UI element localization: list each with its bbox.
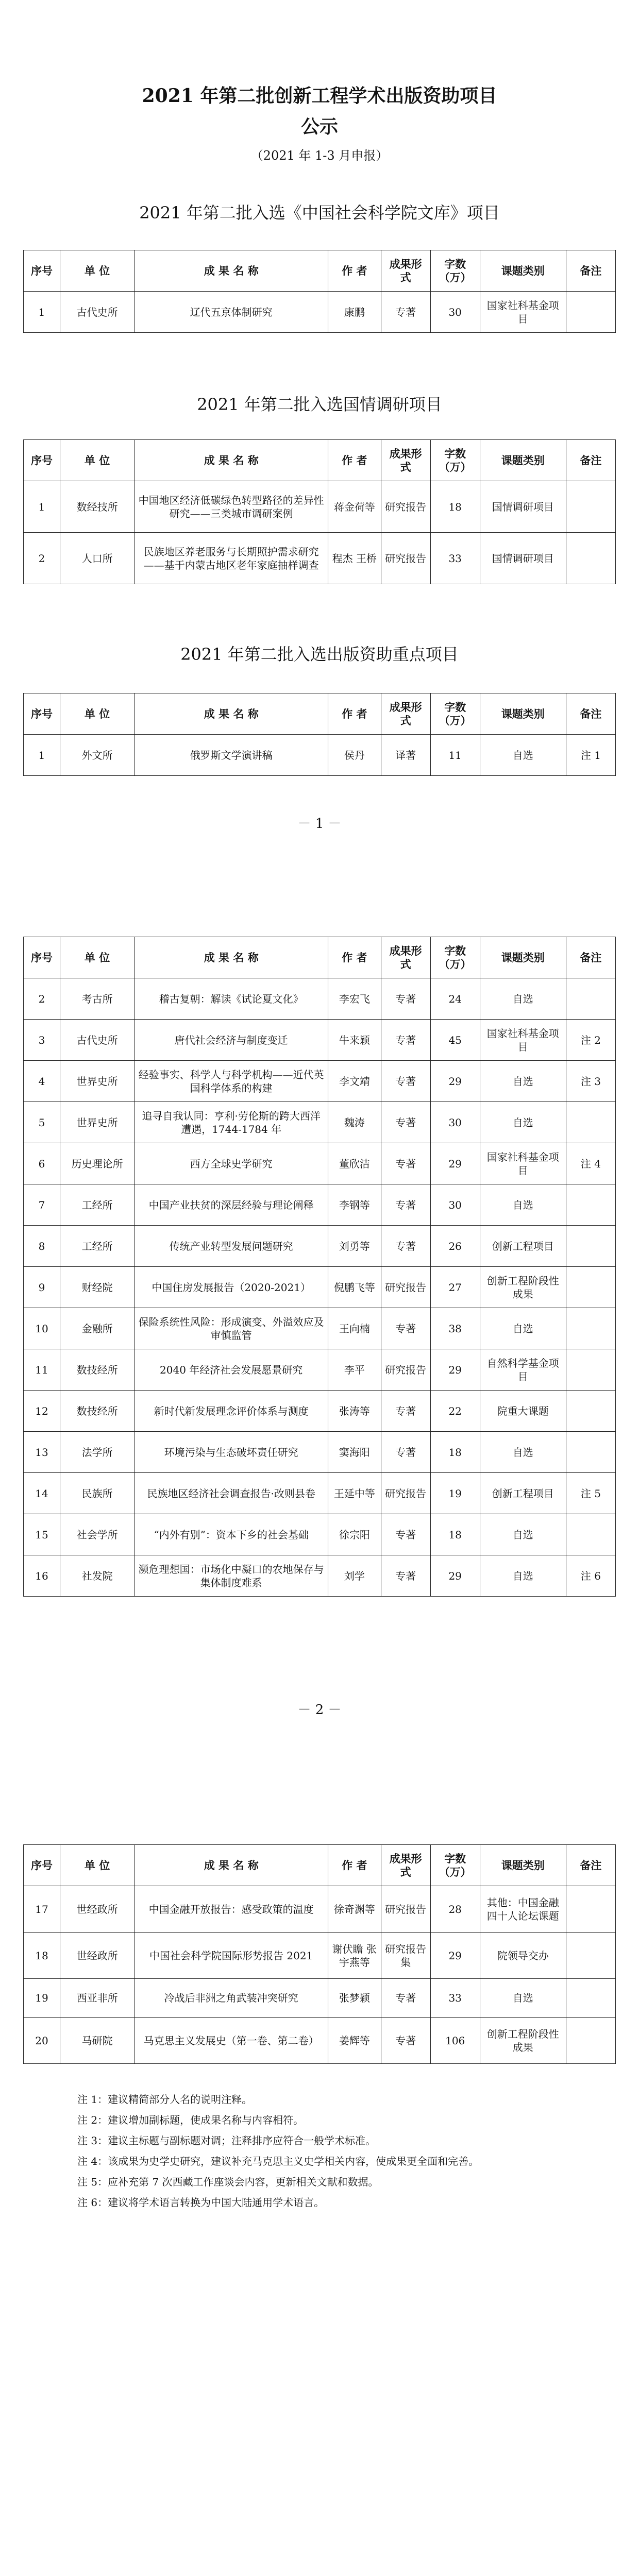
wenku-table xyxy=(23,250,616,333)
table-cell: 康鹏 xyxy=(328,292,381,333)
table-cell: 18 xyxy=(430,481,480,533)
table-cell: 金融所 xyxy=(60,1308,134,1349)
table-cell: 专著 xyxy=(381,1061,430,1102)
table-cell: 传统产业转型发展问题研究 xyxy=(134,1226,328,1267)
table-cell: 窦海阳 xyxy=(328,1432,381,1473)
table-cell: 马研院 xyxy=(60,2018,134,2064)
table-cell: 王向楠 xyxy=(328,1308,381,1349)
table-cell: 民族地区经济社会调查报告·改则县卷 xyxy=(134,1473,328,1514)
table-cell: 唐代社会经济与制度变迁 xyxy=(134,1020,328,1061)
note-item: 注 5：应补充第 7 次西藏工作座谈会内容，更新相关文献和数据。 xyxy=(77,2176,379,2188)
zhongdian-table-continued xyxy=(23,937,616,1597)
table-cell: 追寻自我认同：亨利·劳伦斯的跨大西洋遭遇，1744-1784 年 xyxy=(134,1102,328,1143)
column-header: 字数（万） xyxy=(430,440,480,481)
table-cell: 国情调研项目 xyxy=(480,481,566,533)
table-row xyxy=(24,292,616,333)
table-cell: 专著 xyxy=(381,1226,430,1267)
table-cell: 18 xyxy=(24,1933,60,1979)
table-cell xyxy=(566,1933,615,1979)
table-cell: 工经所 xyxy=(60,1226,134,1267)
table-cell: 考古所 xyxy=(60,978,134,1020)
column-header: 备注 xyxy=(566,250,615,292)
column-header: 字数（万） xyxy=(430,693,480,735)
column-header: 字数（万） xyxy=(430,937,480,978)
table-cell xyxy=(566,1102,615,1143)
table-cell: 29 xyxy=(430,1061,480,1102)
table-cell: 刘勇等 xyxy=(328,1226,381,1267)
table-cell xyxy=(566,292,615,333)
table-cell: 牛来颖 xyxy=(328,1020,381,1061)
table-cell: 3 xyxy=(24,1020,60,1061)
table-cell xyxy=(566,1886,615,1933)
table-row xyxy=(24,978,616,1020)
table-cell: 16 xyxy=(24,1555,60,1597)
table-cell: “内外有别”：资本下乡的社会基础 xyxy=(134,1514,328,1555)
column-header: 备注 xyxy=(566,937,615,978)
table-cell: 注 3 xyxy=(566,1061,615,1102)
table-cell: 26 xyxy=(430,1226,480,1267)
table-cell: 专著 xyxy=(381,1432,430,1473)
table-cell: 院重大课题 xyxy=(480,1391,566,1432)
table-cell: 研究报告 xyxy=(381,481,430,533)
table-cell: 注 6 xyxy=(566,1555,615,1597)
table-cell: 张涛等 xyxy=(328,1391,381,1432)
table-cell: 自选 xyxy=(480,735,566,776)
table-cell: 李钢等 xyxy=(328,1184,381,1226)
column-header: 备注 xyxy=(566,440,615,481)
table-cell: 法学所 xyxy=(60,1432,134,1473)
table-cell: 专著 xyxy=(381,1184,430,1226)
table-cell: 专著 xyxy=(381,1514,430,1555)
section-title-guoqing: 2021 年第二批入选国情调研项目 xyxy=(197,395,442,414)
column-header: 序号 xyxy=(24,1845,60,1886)
table-cell: 人口所 xyxy=(60,533,134,584)
table-cell: 社会学所 xyxy=(60,1514,134,1555)
column-header: 作 者 xyxy=(328,250,381,292)
column-header: 成果形式 xyxy=(381,440,430,481)
column-header: 序号 xyxy=(24,937,60,978)
section-title-zhongdian: 2021 年第二批入选出版资助重点项目 xyxy=(180,645,459,664)
table-cell: 辽代五京体制研究 xyxy=(134,292,328,333)
table-cell: 自选 xyxy=(480,1979,566,2018)
table-row xyxy=(24,1514,616,1555)
column-header: 单 位 xyxy=(60,693,134,735)
table-cell: 程杰 王桥 xyxy=(328,533,381,584)
table-row xyxy=(24,1061,616,1102)
table-cell: 18 xyxy=(430,1514,480,1555)
table-cell: 社发院 xyxy=(60,1555,134,1597)
table-cell: 国家社科基金项目 xyxy=(480,1020,566,1061)
table-cell: 专著 xyxy=(381,1102,430,1143)
table-cell: 自然科学基金项目 xyxy=(480,1349,566,1391)
table-cell: 13 xyxy=(24,1432,60,1473)
table-cell: 稽古复朝：解读《试论夏文化》 xyxy=(134,978,328,1020)
note-item: 注 3：建议主标题与副标题对调；注释排序应符合一般学术标准。 xyxy=(77,2134,376,2147)
table-cell: 创新工程项目 xyxy=(480,1226,566,1267)
column-header: 字数（万） xyxy=(430,250,480,292)
table-cell: 古代史所 xyxy=(60,292,134,333)
table-header-row xyxy=(24,440,616,481)
table-cell: 2040 年经济社会发展愿景研究 xyxy=(134,1349,328,1391)
column-header: 成 果 名 称 xyxy=(134,250,328,292)
note-item: 注 6：建议将学术语言转换为中国大陆通用学术语言。 xyxy=(77,2196,325,2209)
column-header: 单 位 xyxy=(60,250,134,292)
table-row xyxy=(24,1102,616,1143)
table-cell: 创新工程项目 xyxy=(480,1473,566,1514)
table-cell: 专著 xyxy=(381,978,430,1020)
table-cell: 19 xyxy=(24,1979,60,2018)
table-cell: 9 xyxy=(24,1267,60,1308)
date-range-subtitle: （2021 年 1-3 月申报） xyxy=(250,148,389,163)
table-cell: 5 xyxy=(24,1102,60,1143)
table-cell: 30 xyxy=(430,1184,480,1226)
table-cell: 中国金融开放报告：感受政策的温度 xyxy=(134,1886,328,1933)
table-cell: 1 xyxy=(24,292,60,333)
table-row xyxy=(24,481,616,533)
table-cell: 专著 xyxy=(381,1308,430,1349)
table-cell: 李文靖 xyxy=(328,1061,381,1102)
table-row xyxy=(24,1267,616,1308)
table-cell: 俄罗斯文学演讲稿 xyxy=(134,735,328,776)
table-cell: 20 xyxy=(24,2018,60,2064)
table-row xyxy=(24,1308,616,1349)
table-cell: 自选 xyxy=(480,978,566,1020)
table-cell: 自选 xyxy=(480,1514,566,1555)
column-header: 作 者 xyxy=(328,440,381,481)
table-cell: 其他：中国金融四十人论坛课题 xyxy=(480,1886,566,1933)
table-cell: 11 xyxy=(24,1349,60,1391)
table-cell: 1 xyxy=(24,481,60,533)
table-cell: 冷战后非洲之角武装冲突研究 xyxy=(134,1979,328,2018)
table-cell: 29 xyxy=(430,1143,480,1184)
column-header: 课题类别 xyxy=(480,250,566,292)
column-header: 课题类别 xyxy=(480,693,566,735)
table-row xyxy=(24,533,616,584)
column-header: 成 果 名 称 xyxy=(134,693,328,735)
table-row xyxy=(24,1020,616,1061)
table-cell: 27 xyxy=(430,1267,480,1308)
table-row xyxy=(24,1473,616,1514)
table-cell: 民族地区养老服务与长期照护需求研究——基于内蒙古地区老年家庭抽样调查 xyxy=(134,533,328,584)
table-cell: 濒危理想国：市场化中凝口的农地保存与集体制度难系 xyxy=(134,1555,328,1597)
note-item: 注 4：该成果为史学史研究，建议补充马克思主义史学相关内容，使成果更全面和完善。 xyxy=(77,2155,479,2167)
table-cell: 译著 xyxy=(381,735,430,776)
table-cell: 徐宗阳 xyxy=(328,1514,381,1555)
column-header: 序号 xyxy=(24,250,60,292)
table-cell: 刘学 xyxy=(328,1555,381,1597)
column-header: 序号 xyxy=(24,440,60,481)
column-header: 课题类别 xyxy=(480,937,566,978)
column-header: 成 果 名 称 xyxy=(134,1845,328,1886)
table-cell: 外文所 xyxy=(60,735,134,776)
table-cell: 30 xyxy=(430,1102,480,1143)
table-cell: 中国地区经济低碳绿色转型路径的差异性研究——三类城市调研案例 xyxy=(134,481,328,533)
column-header: 成果形式 xyxy=(381,937,430,978)
table-cell: 院领导交办 xyxy=(480,1933,566,1979)
table-cell: 创新工程阶段性成果 xyxy=(480,2018,566,2064)
column-header: 单 位 xyxy=(60,1845,134,1886)
page-number-2: － 2 － xyxy=(297,1702,342,1718)
table-cell: 西方全球史学研究 xyxy=(134,1143,328,1184)
table-header-row xyxy=(24,1845,616,1886)
table-cell: 环境污染与生态破坏责任研究 xyxy=(134,1432,328,1473)
table-cell: 专著 xyxy=(381,1391,430,1432)
table-cell: 经验事实、科学人与科学机构——近代英国科学体系的构建 xyxy=(134,1061,328,1102)
table-cell xyxy=(566,1432,615,1473)
section-title-wenku: 2021 年第二批入选《中国社会科学院文库》项目 xyxy=(139,203,500,223)
table-cell xyxy=(566,1226,615,1267)
table-cell: 专著 xyxy=(381,1020,430,1061)
table-cell: 世经政所 xyxy=(60,1886,134,1933)
table-cell: 李宏飞 xyxy=(328,978,381,1020)
column-header: 作 者 xyxy=(328,937,381,978)
table-cell: 12 xyxy=(24,1391,60,1432)
column-header: 课题类别 xyxy=(480,440,566,481)
table-row xyxy=(24,1432,616,1473)
table-cell: 2 xyxy=(24,533,60,584)
table-cell: 注 1 xyxy=(566,735,615,776)
table-cell: 数技经所 xyxy=(60,1391,134,1432)
table-cell: 侯丹 xyxy=(328,735,381,776)
table-cell: 24 xyxy=(430,978,480,1020)
table-row xyxy=(24,1391,616,1432)
table-cell: 中国住房发展报告（2020-2021） xyxy=(134,1267,328,1308)
table-cell xyxy=(566,1184,615,1226)
table-cell: 工经所 xyxy=(60,1184,134,1226)
table-cell xyxy=(566,1349,615,1391)
column-header: 成果形式 xyxy=(381,693,430,735)
table-cell: 研究报告 xyxy=(381,1473,430,1514)
table-cell: 45 xyxy=(430,1020,480,1061)
column-header: 课题类别 xyxy=(480,1845,566,1886)
table-cell: 世经政所 xyxy=(60,1933,134,1979)
table-cell: 古代史所 xyxy=(60,1020,134,1061)
table-cell: 6 xyxy=(24,1143,60,1184)
table-cell: 8 xyxy=(24,1226,60,1267)
table-cell: 29 xyxy=(430,1933,480,1979)
table-cell: 研究报告集 xyxy=(381,1933,430,1979)
table-cell: 国家社科基金项目 xyxy=(480,1143,566,1184)
table-row xyxy=(24,1226,616,1267)
table-header-row xyxy=(24,250,616,292)
table-cell: 38 xyxy=(430,1308,480,1349)
table-cell xyxy=(566,2018,615,2064)
column-header: 作 者 xyxy=(328,693,381,735)
table-cell: 33 xyxy=(430,533,480,584)
table-cell: 王延中等 xyxy=(328,1473,381,1514)
table-cell: 注 5 xyxy=(566,1473,615,1514)
table-cell: 自选 xyxy=(480,1102,566,1143)
table-cell: 1 xyxy=(24,735,60,776)
table-cell: 研究报告 xyxy=(381,1349,430,1391)
document-title-sub: 公示 xyxy=(300,116,338,138)
table-row xyxy=(24,1979,616,2018)
table-cell: 世界史所 xyxy=(60,1061,134,1102)
table-cell: 自选 xyxy=(480,1308,566,1349)
column-header: 成 果 名 称 xyxy=(134,937,328,978)
table-cell: 数技经所 xyxy=(60,1349,134,1391)
table-cell: 注 2 xyxy=(566,1020,615,1061)
table-cell: 18 xyxy=(430,1432,480,1473)
column-header: 备注 xyxy=(566,1845,615,1886)
table-cell: 专著 xyxy=(381,1555,430,1597)
table-cell: 11 xyxy=(430,735,480,776)
table-cell: 徐奇渊等 xyxy=(328,1886,381,1933)
table-cell: 专著 xyxy=(381,1143,430,1184)
table-cell: 国情调研项目 xyxy=(480,533,566,584)
table-row xyxy=(24,1143,616,1184)
table-cell: 倪鹏飞等 xyxy=(328,1267,381,1308)
document-title: 2021 年第二批创新工程学术出版资助项目 xyxy=(142,85,497,107)
table-cell: 研究报告 xyxy=(381,1886,430,1933)
column-header: 单 位 xyxy=(60,937,134,978)
table-cell: 中国社会科学院国际形势报告 2021 xyxy=(134,1933,328,1979)
column-header: 序号 xyxy=(24,693,60,735)
table-cell: 注 4 xyxy=(566,1143,615,1184)
table-cell: 国家社科基金项目 xyxy=(480,292,566,333)
table-cell: 自选 xyxy=(480,1184,566,1226)
table-cell: 29 xyxy=(430,1349,480,1391)
zhongdian-table-continued-2 xyxy=(23,1844,616,2064)
column-header: 作 者 xyxy=(328,1845,381,1886)
table-cell: 数经技所 xyxy=(60,481,134,533)
table-cell: 19 xyxy=(430,1473,480,1514)
column-header: 单 位 xyxy=(60,440,134,481)
notes-list xyxy=(77,2089,593,2213)
table-row xyxy=(24,735,616,776)
table-cell: 30 xyxy=(430,292,480,333)
table-cell: 106 xyxy=(430,2018,480,2064)
column-header: 成果形式 xyxy=(381,1845,430,1886)
column-header: 备注 xyxy=(566,693,615,735)
table-cell: 张梦颖 xyxy=(328,1979,381,2018)
column-header: 成果形式 xyxy=(381,250,430,292)
table-cell: 创新工程阶段性成果 xyxy=(480,1267,566,1308)
table-cell: 蒋金荷等 xyxy=(328,481,381,533)
table-row xyxy=(24,1349,616,1391)
table-cell: 22 xyxy=(430,1391,480,1432)
table-cell xyxy=(566,1308,615,1349)
table-cell: 4 xyxy=(24,1061,60,1102)
table-cell: 马克思主义发展史（第一卷、第二卷） xyxy=(134,2018,328,2064)
table-cell: 新时代新发展理念评价体系与测度 xyxy=(134,1391,328,1432)
note-item: 注 1：建议精简部分人名的说明注释。 xyxy=(77,2093,253,2106)
page-number-1: － 1 － xyxy=(297,816,342,832)
table-cell: 28 xyxy=(430,1886,480,1933)
guoqing-table xyxy=(23,439,616,584)
table-cell: 西亚非所 xyxy=(60,1979,134,2018)
table-cell: 自选 xyxy=(480,1555,566,1597)
table-cell: 中国产业扶贫的深层经验与理论阐释 xyxy=(134,1184,328,1226)
table-cell: 谢伏瞻 张宇燕等 xyxy=(328,1933,381,1979)
table-cell: 历史理论所 xyxy=(60,1143,134,1184)
table-cell: 自选 xyxy=(480,1432,566,1473)
column-header: 成 果 名 称 xyxy=(134,440,328,481)
table-cell xyxy=(566,1391,615,1432)
table-header-row xyxy=(24,693,616,735)
table-cell: 保险系统性风险：形成演变、外溢效应及审慎监管 xyxy=(134,1308,328,1349)
table-cell: 研究报告 xyxy=(381,1267,430,1308)
table-cell: 民族所 xyxy=(60,1473,134,1514)
table-cell: 魏涛 xyxy=(328,1102,381,1143)
table-cell xyxy=(566,481,615,533)
table-header-row xyxy=(24,937,616,978)
table-row xyxy=(24,1555,616,1597)
table-row xyxy=(24,2018,616,2064)
table-cell: 29 xyxy=(430,1555,480,1597)
table-cell: 14 xyxy=(24,1473,60,1514)
table-cell: 专著 xyxy=(381,292,430,333)
table-cell: 7 xyxy=(24,1184,60,1226)
table-cell: 2 xyxy=(24,978,60,1020)
table-cell: 专著 xyxy=(381,1979,430,2018)
table-cell xyxy=(566,978,615,1020)
table-cell: 自选 xyxy=(480,1061,566,1102)
table-cell: 10 xyxy=(24,1308,60,1349)
table-cell: 17 xyxy=(24,1886,60,1933)
table-cell: 世界史所 xyxy=(60,1102,134,1143)
table-cell: 姜辉等 xyxy=(328,2018,381,2064)
table-cell: 专著 xyxy=(381,2018,430,2064)
table-row xyxy=(24,1933,616,1979)
column-header: 字数（万） xyxy=(430,1845,480,1886)
table-cell xyxy=(566,1514,615,1555)
table-cell xyxy=(566,1979,615,2018)
table-cell: 33 xyxy=(430,1979,480,2018)
table-cell: 财经院 xyxy=(60,1267,134,1308)
table-cell xyxy=(566,533,615,584)
note-item: 注 2：建议增加副标题，使成果名称与内容相符。 xyxy=(77,2114,304,2126)
table-cell: 研究报告 xyxy=(381,533,430,584)
table-row xyxy=(24,1886,616,1933)
table-cell xyxy=(566,1267,615,1308)
table-row xyxy=(24,1184,616,1226)
zhongdian-table xyxy=(23,693,616,776)
table-cell: 李平 xyxy=(328,1349,381,1391)
table-cell: 15 xyxy=(24,1514,60,1555)
table-cell: 董欣洁 xyxy=(328,1143,381,1184)
